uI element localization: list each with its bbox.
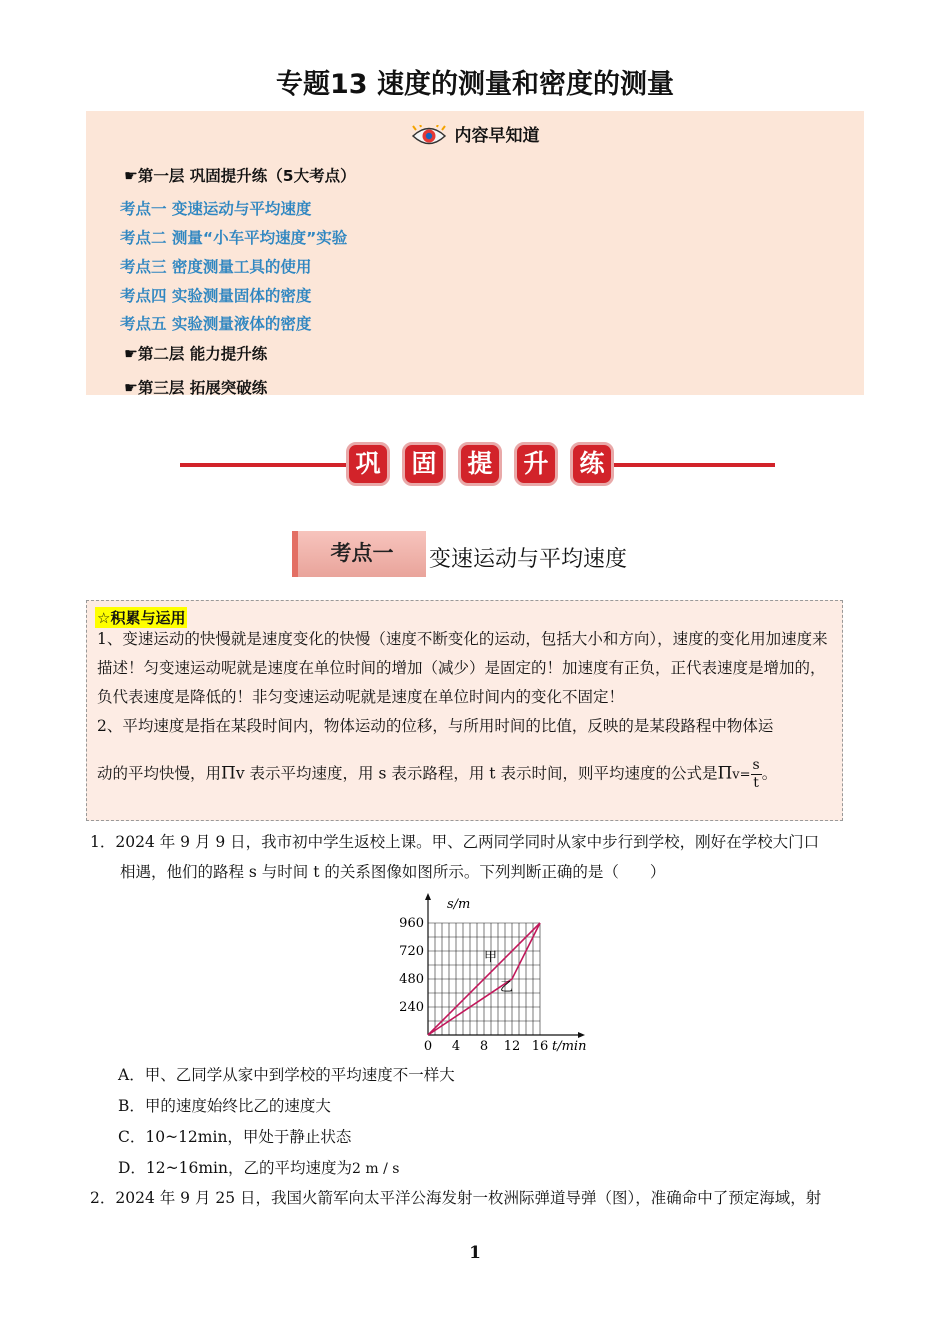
- formula-denominator: t: [753, 775, 759, 791]
- y-axis-label: s/m: [447, 897, 471, 912]
- notes-paragraph-1: 1、变速运动的快慢就是速度变化的快慢（速度不断变化的运动，包括大小和方向），速度的变化用加速度来描述！匀变速运动呢就是速度在单位时间的增加（减少）是固定的！加速度有正负，正代表速度是增加的，负代表速度是降低的！非匀变速运动呢就是速度在单位时间内的变化不固定！: [97, 630, 828, 706]
- v-bar-symbol: Π: [221, 763, 236, 784]
- option-a[interactable]: A．甲、乙同学从家中到学校的平均速度不一样大: [118, 1066, 455, 1084]
- formula-fraction: [751, 757, 762, 792]
- notes-tag: ☆积累与运用: [97, 609, 186, 627]
- toc-item-5[interactable]: 考点五 实验测量液体的密度: [120, 315, 312, 333]
- y-tick-label: 960: [399, 916, 424, 931]
- x-tick-label: 4: [451, 1039, 461, 1054]
- toc-item-2[interactable]: 考点二 测量“小车平均速度”实验: [120, 229, 348, 247]
- option-c[interactable]: C．10~12min，甲处于静止状态: [118, 1128, 352, 1146]
- x-tick-label: 12: [503, 1039, 521, 1054]
- series-label-yi: 乙: [500, 980, 514, 995]
- question-1-line-2: 相遇，他们的路程 s 与时间 t 的关系图像如图所示。下列判断正确的是（ ）: [120, 863, 666, 881]
- banner-char-1: 巩: [346, 442, 390, 486]
- banner-char-3: 提: [458, 442, 502, 486]
- option-d[interactable]: [118, 1156, 399, 1178]
- toc-panel: [86, 111, 864, 395]
- page-number: 1: [469, 1243, 481, 1263]
- banner-char-4: 升: [514, 442, 558, 486]
- toc-item-3[interactable]: 考点三 密度测量工具的使用: [120, 258, 312, 276]
- toc-heading: [86, 121, 864, 147]
- section-banner: [180, 440, 775, 490]
- banner-char-5: 练: [570, 442, 614, 486]
- question-1-line-1: 1．2024 年 9 月 9 日，我市初中学生返校上课。甲、乙两同学同时从家中步行到学校，刚好在学校大门口: [90, 833, 820, 851]
- distance-time-chart: [385, 888, 595, 1058]
- formula-lhs: v=: [732, 767, 751, 783]
- x-tick-label: 0: [423, 1039, 433, 1054]
- y-tick-label: 720: [399, 944, 424, 959]
- x-tick-label: 16: [531, 1039, 549, 1054]
- toc-item-4[interactable]: 考点四 实验测量固体的密度: [120, 287, 312, 305]
- y-tick-label: 240: [399, 1000, 424, 1015]
- option-d-text: D．12~16min，乙的平均速度为: [118, 1159, 352, 1177]
- banner-char-2: 固: [402, 442, 446, 486]
- notes-p2-symbol: v: [235, 764, 245, 783]
- y-axis-arrow: [425, 893, 431, 900]
- v-bar-symbol-2: Π: [717, 763, 733, 784]
- toc-layer-3[interactable]: ☛第三层 拓展突破练: [124, 379, 268, 397]
- toc-item-1[interactable]: 考点一 变速运动与平均速度: [120, 200, 312, 218]
- notes-p2-text-a: 动的平均快慢，用: [97, 764, 222, 783]
- option-d-unit: 2 m / s: [352, 1161, 400, 1177]
- series-label-jia: 甲: [484, 950, 498, 965]
- kaodian-title: 变速运动与平均速度: [429, 547, 628, 572]
- toc-heading-text: 内容早知道: [454, 126, 540, 146]
- formula-end: 。: [761, 764, 778, 783]
- option-b[interactable]: B．甲的速度始终比乙的速度大: [118, 1097, 331, 1115]
- notes-box: [86, 600, 843, 821]
- kaodian-tag: 考点一: [292, 531, 426, 577]
- formula-numerator: s: [752, 757, 760, 773]
- notes-paragraph-2-line1: 2、平均速度是指在某段时间内，物体运动的位移，与所用时间的比值，反映的是某段路程中物体运: [97, 717, 774, 735]
- x-axis-label: t/min: [552, 1039, 587, 1054]
- x-axis-arrow: [578, 1032, 585, 1038]
- page-title: 专题13 速度的测量和密度的测量: [276, 69, 674, 100]
- y-tick-label: 480: [399, 972, 424, 987]
- banner-line-right: [605, 463, 775, 467]
- eye-icon: [411, 125, 447, 147]
- banner-line-left: [180, 463, 350, 467]
- notes-p2-text-b: 表示平均速度，用 s 表示路程，用 t 表示时间，则平均速度的公式是: [249, 764, 718, 783]
- question-2-line-1: 2．2024 年 9 月 25 日，我国火箭军向太平洋公海发射一枚洲际弹道导弹（图），准确命中了预定海域，射: [90, 1189, 822, 1207]
- x-tick-label: 8: [479, 1039, 489, 1054]
- toc-layer-2[interactable]: ☛第二层 能力提升练: [124, 345, 268, 363]
- notes-paragraph-2-line2: [97, 757, 837, 792]
- toc-layer-1[interactable]: ☛第一层 巩固提升练（5大考点）: [124, 167, 356, 185]
